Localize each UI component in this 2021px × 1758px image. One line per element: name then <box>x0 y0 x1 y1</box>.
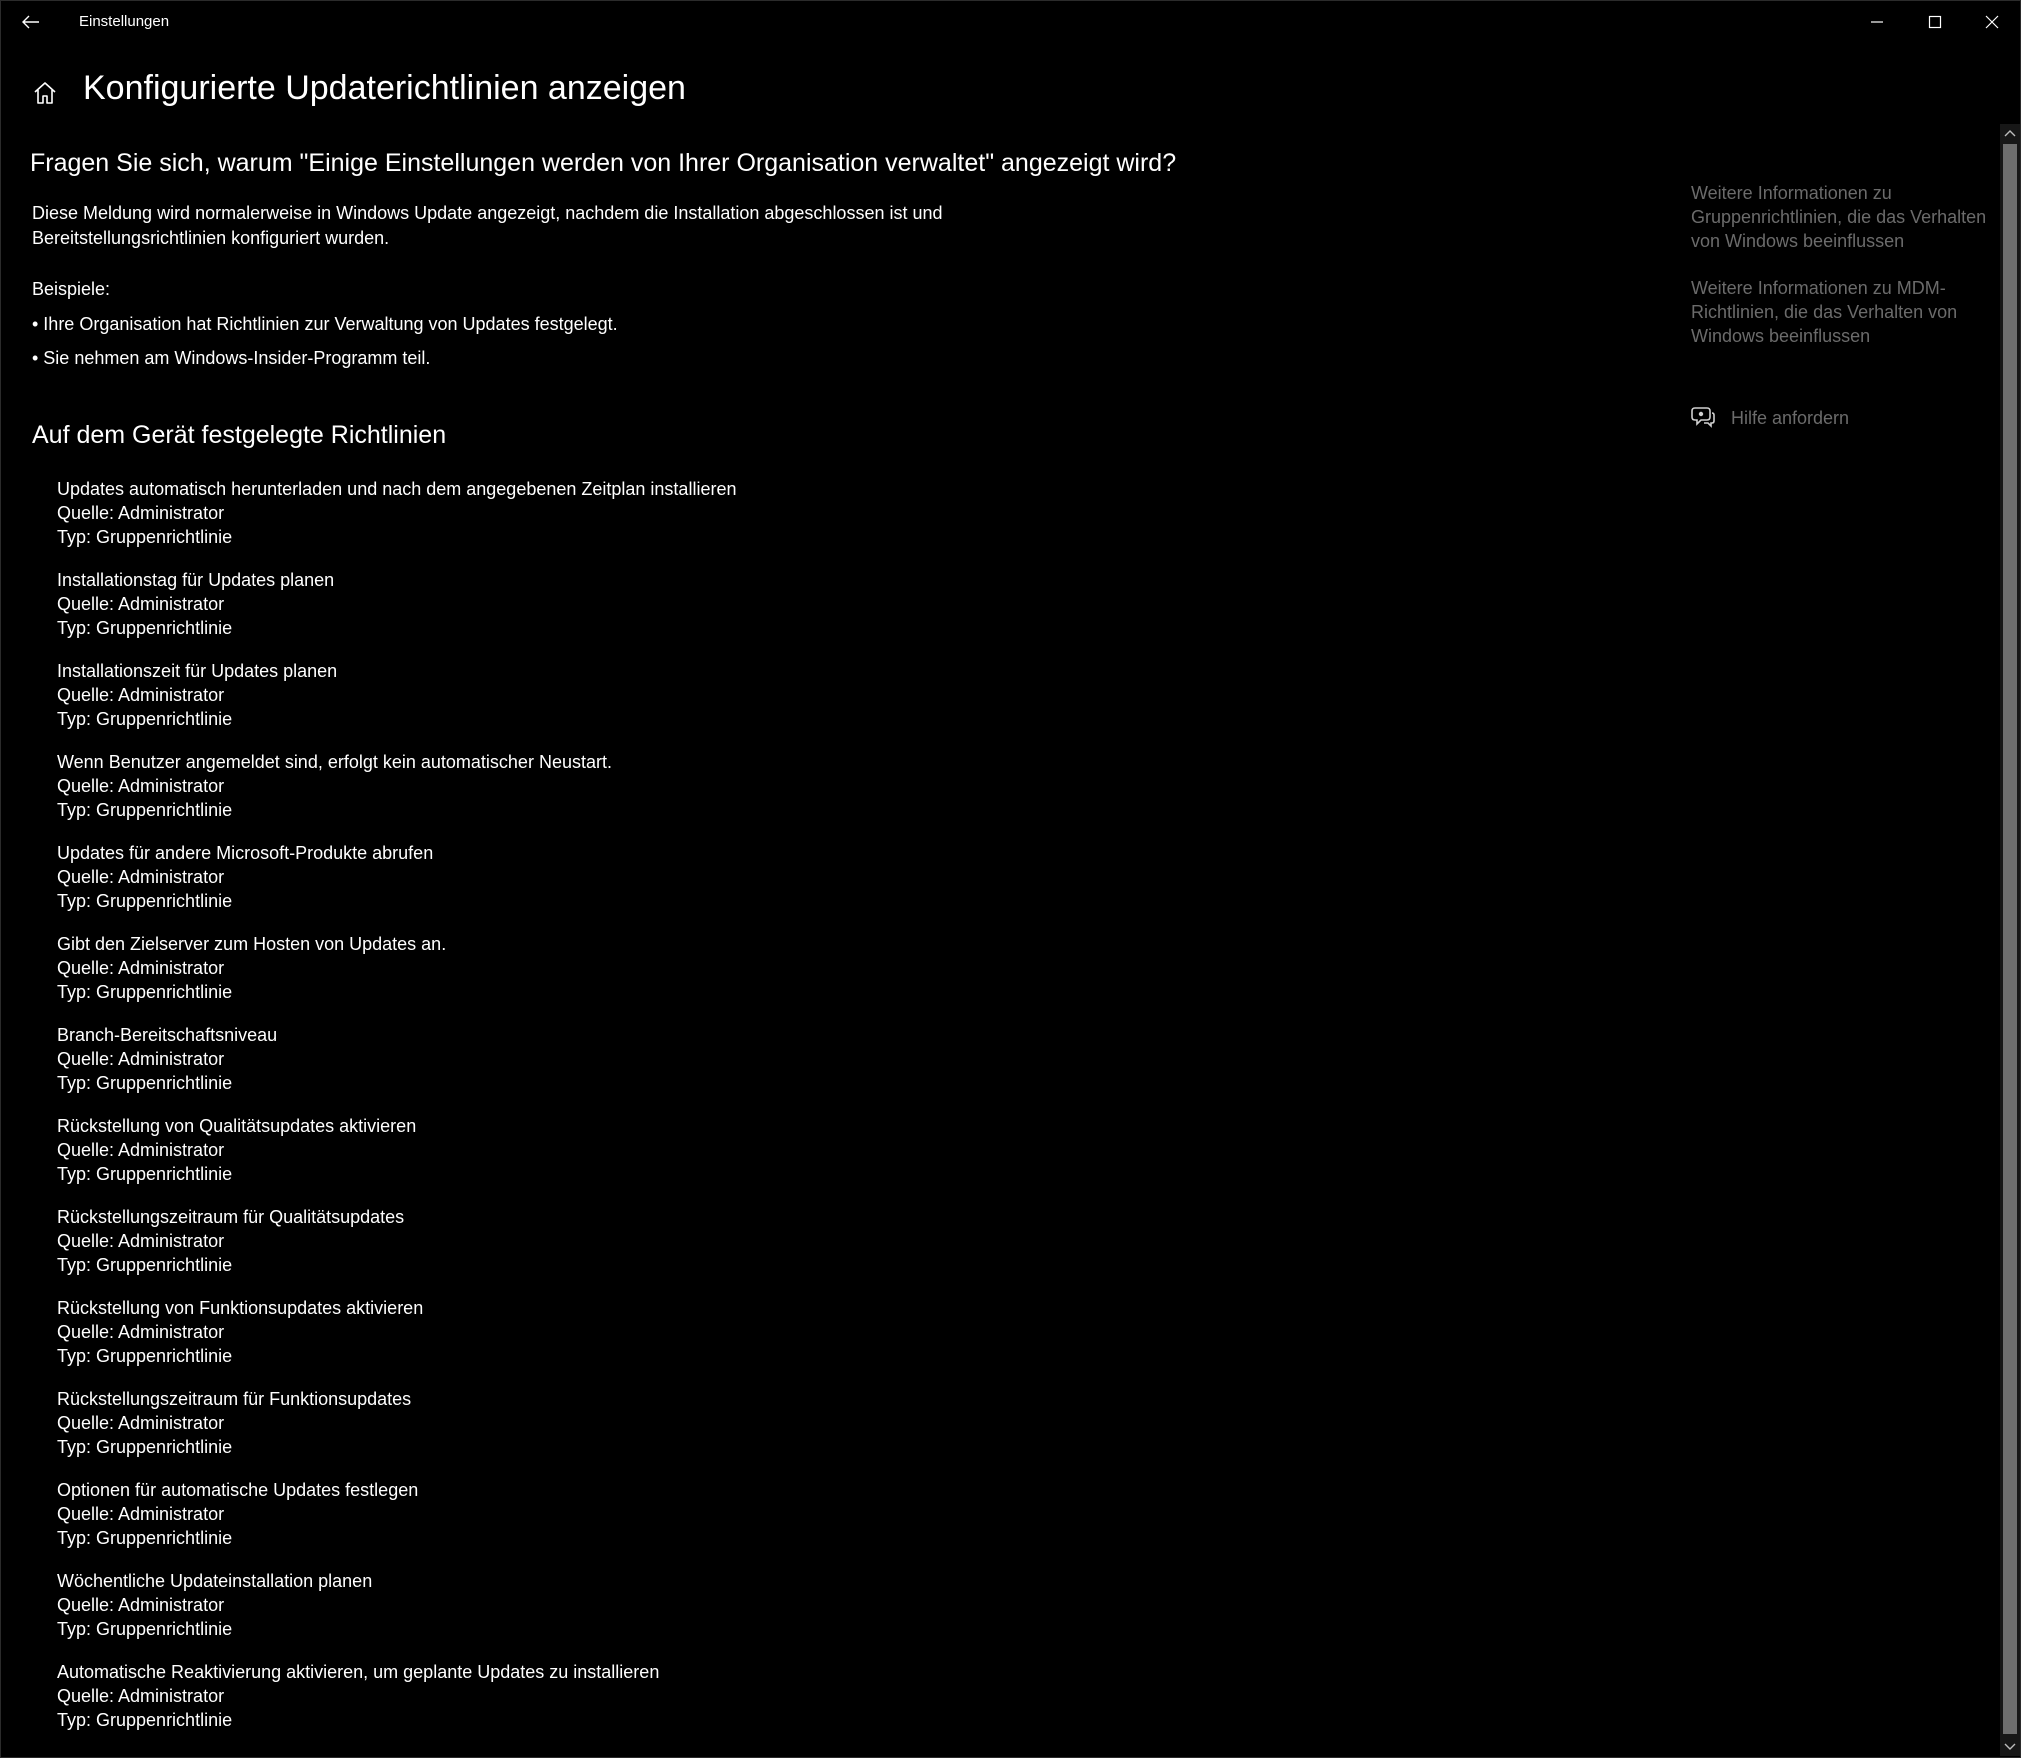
close-icon <box>1985 15 1999 29</box>
page-title: Konfigurierte Updaterichtlinien anzeigen <box>83 69 686 107</box>
scroll-up-button[interactable] <box>2000 124 2020 142</box>
back-button[interactable] <box>11 5 51 39</box>
policy-source: Quelle: Administrator <box>57 867 225 887</box>
policy-item <box>57 841 736 932</box>
policy-name: Wöchentliche Updateinstallation planen <box>57 1571 373 1591</box>
policy-item <box>57 659 736 750</box>
home-icon <box>32 80 58 106</box>
policy-type: Typ: Gruppenrichtlinie <box>57 891 233 911</box>
policy-list <box>57 477 736 1751</box>
policy-item <box>57 1660 736 1751</box>
policy-name: Branch-Bereitschaftsniveau <box>57 1025 278 1045</box>
scrollbar-thumb[interactable] <box>2003 144 2017 1734</box>
policy-name: Installationstag für Updates planen <box>57 570 335 590</box>
policy-source: Quelle: Administrator <box>57 1504 225 1524</box>
get-help-link[interactable] <box>1691 405 1849 431</box>
app-title: Einstellungen <box>79 13 170 30</box>
policy-name: Automatische Reaktivierung aktivieren, um geplante Updates zu installieren <box>57 1662 660 1682</box>
help-chat-icon <box>1691 405 1717 431</box>
maximize-icon <box>1928 15 1942 29</box>
policy-source: Quelle: Administrator <box>57 1595 225 1615</box>
mdm-policy-info-link[interactable]: Weitere Informationen zu MDM-Richtlinien, die das Verhalten von Windows beeinflussen <box>1691 278 1958 346</box>
policy-type: Typ: Gruppenrichtlinie <box>57 1164 233 1184</box>
policy-type: Typ: Gruppenrichtlinie <box>57 1528 233 1548</box>
help-label: Hilfe anfordern <box>1731 407 1850 428</box>
policy-name: Optionen für automatische Updates festlegen <box>57 1480 419 1500</box>
policy-item <box>57 1023 736 1114</box>
policy-name: Wenn Benutzer angemeldet sind, erfolgt kein automatischer Neustart. <box>57 752 612 772</box>
policy-type: Typ: Gruppenrichtlinie <box>57 1346 233 1366</box>
policy-item <box>57 477 736 568</box>
policy-source: Quelle: Administrator <box>57 1322 225 1342</box>
minimize-button[interactable] <box>1848 1 1906 43</box>
policy-item <box>57 1569 736 1660</box>
policy-source: Quelle: Administrator <box>57 1686 225 1706</box>
policy-source: Quelle: Administrator <box>57 1413 225 1433</box>
policy-item <box>57 1296 736 1387</box>
policy-type: Typ: Gruppenrichtlinie <box>57 527 233 547</box>
policy-name: Rückstellungszeitraum für Funktionsupdates <box>57 1389 412 1409</box>
question-heading: Fragen Sie sich, warum "Einige Einstellungen werden von Ihrer Organisation verwaltet" angezeigt wird? <box>30 149 1177 177</box>
description-text: Diese Meldung wird normalerweise in Windows Update angezeigt, nachdem die Installation abgeschlossen ist und Bereitstellungsrichtlinien konfiguriert wurden. <box>32 203 943 248</box>
section-title: Auf dem Gerät festgelegte Richtlinien <box>32 421 447 449</box>
chevron-up-icon <box>2004 129 2016 137</box>
policy-item <box>57 750 736 841</box>
policy-type: Typ: Gruppenrichtlinie <box>57 1619 233 1639</box>
policy-source: Quelle: Administrator <box>57 1231 225 1251</box>
policy-source: Quelle: Administrator <box>57 594 225 614</box>
home-button[interactable] <box>27 75 63 111</box>
policy-source: Quelle: Administrator <box>57 503 225 523</box>
policy-name: Rückstellung von Funktionsupdates aktivieren <box>57 1298 424 1318</box>
policy-source: Quelle: Administrator <box>57 1049 225 1069</box>
policy-type: Typ: Gruppenrichtlinie <box>57 1255 233 1275</box>
policy-source: Quelle: Administrator <box>57 1140 225 1160</box>
vertical-scrollbar[interactable] <box>2000 124 2020 1756</box>
title-bar <box>1 1 2020 43</box>
policy-type: Typ: Gruppenrichtlinie <box>57 982 233 1002</box>
scroll-down-button[interactable] <box>2000 1738 2020 1756</box>
policy-source: Quelle: Administrator <box>57 685 225 705</box>
policy-item <box>57 568 736 659</box>
minimize-icon <box>1870 15 1884 29</box>
policy-type: Typ: Gruppenrichtlinie <box>57 709 233 729</box>
example-item: • Ihre Organisation hat Richtlinien zur Verwaltung von Updates festgelegt. <box>32 314 618 334</box>
policy-type: Typ: Gruppenrichtlinie <box>57 1710 233 1730</box>
close-button[interactable] <box>1963 1 2021 43</box>
chevron-down-icon <box>2004 1743 2016 1751</box>
policy-type: Typ: Gruppenrichtlinie <box>57 1437 233 1457</box>
policy-item <box>57 1205 736 1296</box>
policy-name: Rückstellung von Qualitätsupdates aktivieren <box>57 1116 417 1136</box>
back-arrow-icon <box>22 15 40 29</box>
policy-item <box>57 1387 736 1478</box>
maximize-button[interactable] <box>1906 1 1964 43</box>
policy-type: Typ: Gruppenrichtlinie <box>57 618 233 638</box>
policy-item <box>57 1478 736 1569</box>
main-content <box>30 149 1610 1730</box>
policy-item <box>57 932 736 1023</box>
policy-name: Updates automatisch herunterladen und nach dem angegebenen Zeitplan installieren <box>57 479 737 499</box>
policy-type: Typ: Gruppenrichtlinie <box>57 800 233 820</box>
policy-type: Typ: Gruppenrichtlinie <box>57 1073 233 1093</box>
group-policy-info-link[interactable]: Weitere Informationen zu Gruppenrichtlinien, die das Verhalten von Windows beeinflussen <box>1691 183 1987 251</box>
policy-name: Updates für andere Microsoft-Produkte abrufen <box>57 843 434 863</box>
policy-source: Quelle: Administrator <box>57 958 225 978</box>
policy-name: Gibt den Zielserver zum Hosten von Updates an. <box>57 934 447 954</box>
examples-label: Beispiele: <box>32 279 111 299</box>
policy-name: Rückstellungszeitraum für Qualitätsupdates <box>57 1207 405 1227</box>
example-item: • Sie nehmen am Windows-Insider-Programm teil. <box>32 348 431 368</box>
policy-item <box>57 1114 736 1205</box>
policy-source: Quelle: Administrator <box>57 776 225 796</box>
policy-name: Installationszeit für Updates planen <box>57 661 338 681</box>
